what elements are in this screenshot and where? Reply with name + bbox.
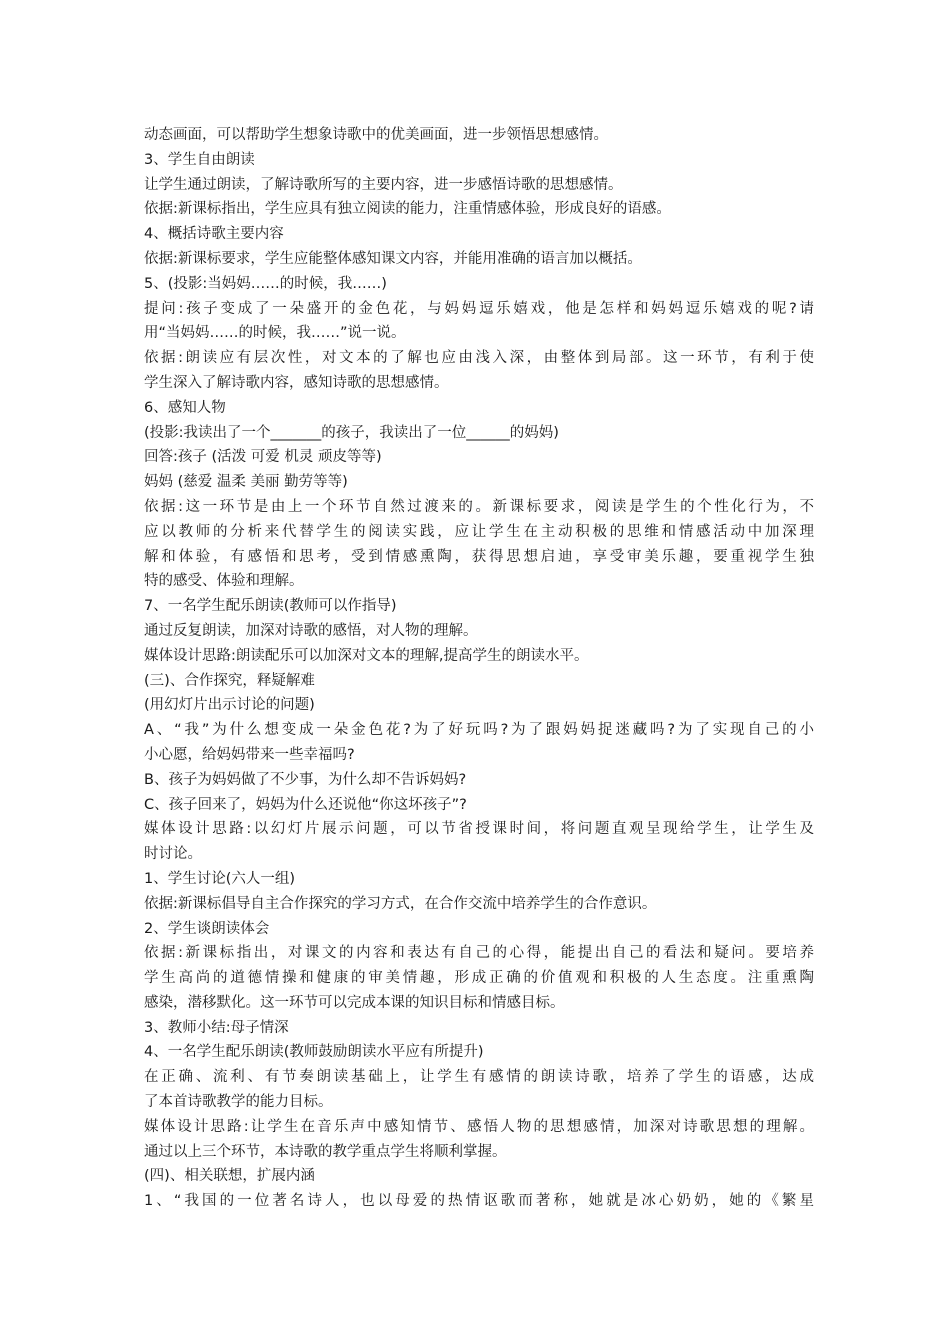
text-line: 应以教师的分析来代替学生的阅读实践，应让学生在主动积极的思维和情感活动中加深理 xyxy=(144,523,814,540)
text-line: 用“当妈妈……的时候，我……”说一说。 xyxy=(144,325,406,342)
text-line: A、“我”为什么想变成一朵金色花?为了好玩吗?为了跟妈妈捉迷藏吗?为了实现自己的小 xyxy=(144,722,814,739)
text-line: 媒体设计思路:以幻灯片展示问题，可以节省授课时间，将问题直观呈现给学生，让学生及 xyxy=(144,821,814,838)
text-line: 依据:新课标倡导自主合作探究的学习方式，在合作交流中培养学生的合作意识。 xyxy=(144,895,657,912)
text-line: 1、“我国的一位著名诗人，也以母爱的热情讴歌而著称，她就是冰心奶奶，她的《繁星 xyxy=(144,1193,814,1210)
section-heading: 7、一名学生配乐朗读(教师可以作指导) xyxy=(144,598,397,615)
text-line: 学生高尚的道德情操和健康的审美情趣，形成正确的价值观和积极的人生态度。注重熏陶 xyxy=(144,970,814,987)
section-heading: 4、概括诗歌主要内容 xyxy=(144,226,284,243)
text-line: 特的感受、体验和理解。 xyxy=(144,573,304,590)
text-line: 解和体验，有感悟和思考，受到情感熏陶，获得思想启迪，享受审美乐趣，要重视学生独 xyxy=(144,548,814,565)
section-heading: 3、学生自由朗读 xyxy=(144,151,255,168)
text-line: 妈妈 (慈爱 温柔 美丽 勤劳等等) xyxy=(144,474,348,491)
text-line: 依据:这一环节是由上一个环节自然过渡来的。新课标要求，阅读是学生的个性化行为，不 xyxy=(144,498,814,515)
section-heading: 4、一名学生配乐朗读(教师鼓励朗读水平应有所提升) xyxy=(144,1044,484,1061)
document-body xyxy=(144,123,814,1214)
text-line: 依据:朗读应有层次性，对文本的了解也应由浅入深，由整体到局部。这一环节，有利于使 xyxy=(144,350,814,367)
text-line: 动态画面，可以帮助学生想象诗歌中的优美画面，进一步领悟思想感情。 xyxy=(144,127,608,143)
section-heading: (三)、合作探究，释疑解难 xyxy=(144,672,315,689)
section-heading: 3、教师小结:母子情深 xyxy=(144,1019,289,1036)
text-line: 通过反复朗读，加深对诗歌的感悟，对人物的理解。 xyxy=(144,622,478,639)
text-line: 感染，潜移默化。这一环节可以完成本课的知识目标和情感目标。 xyxy=(144,994,565,1011)
text-line: 小心愿，给妈妈带来一些幸福吗? xyxy=(144,746,355,763)
text-line: 学生深入了解诗歌内容，感知诗歌的思想感情。 xyxy=(144,374,449,391)
text-line: 提问:孩子变成了一朵盛开的金色花，与妈妈逗乐嬉戏，他是怎样和妈妈逗乐嬉戏的呢?请 xyxy=(144,300,814,317)
text-line: 媒体设计思路:朗读配乐可以加深对文本的理解,提高学生的朗读水平。 xyxy=(144,647,589,664)
text-line: 依据:新课标要求，学生应能整体感知课文内容，并能用准确的语言加以概括。 xyxy=(144,250,642,267)
text-line: 了本首诗歌教学的能力目标。 xyxy=(144,1094,333,1111)
text-line: B、孩子为妈妈做了不少事，为什么却不告诉妈妈? xyxy=(144,771,467,788)
text-line: 媒体设计思路:让学生在音乐声中感知情节、感悟人物的思想感情，加深对诗歌思想的理解。 xyxy=(144,1118,814,1135)
text-line: C、孩子回来了，妈妈为什么还说他“你这坏孩子”? xyxy=(144,796,467,813)
text-line: 回答:孩子 (活泼 可爱 机灵 顽皮等等) xyxy=(144,449,382,466)
text-line: 让学生通过朗读，了解诗歌所写的主要内容，进一步感悟诗歌的思想感情。 xyxy=(144,176,623,193)
text-line: 在正确、流利、有节奏朗读基础上，让学生有感情的朗读诗歌，培养了学生的语感，达成 xyxy=(144,1069,814,1086)
section-heading: 2、学生谈朗读体会 xyxy=(144,920,270,937)
text-line: 依据:新课标指出，学生应具有独立阅读的能力，注重情感体验，形成良好的语感。 xyxy=(144,201,671,218)
text-line: (用幻灯片出示讨论的问题) xyxy=(144,697,315,714)
section-heading: 6、感知人物 xyxy=(144,399,226,416)
text-line: (投影:我读出了一个_______的孩子，我读出了一位______的妈妈) xyxy=(144,424,559,441)
text-line: 依据:新课标指出，对课文的内容和表达有自己的心得，能提出自己的看法和疑问。要培养 xyxy=(144,945,814,962)
section-heading: 5、(投影:当妈妈……的时候，我……) xyxy=(144,275,387,292)
section-heading: 1、学生讨论(六人一组) xyxy=(144,870,296,887)
text-line: 时讨论。 xyxy=(144,846,202,863)
text-line: 通过以上三个环节，本诗歌的教学重点学生将顺利掌握。 xyxy=(144,1143,507,1160)
section-heading: (四)、相关联想，扩展内涵 xyxy=(144,1168,315,1185)
